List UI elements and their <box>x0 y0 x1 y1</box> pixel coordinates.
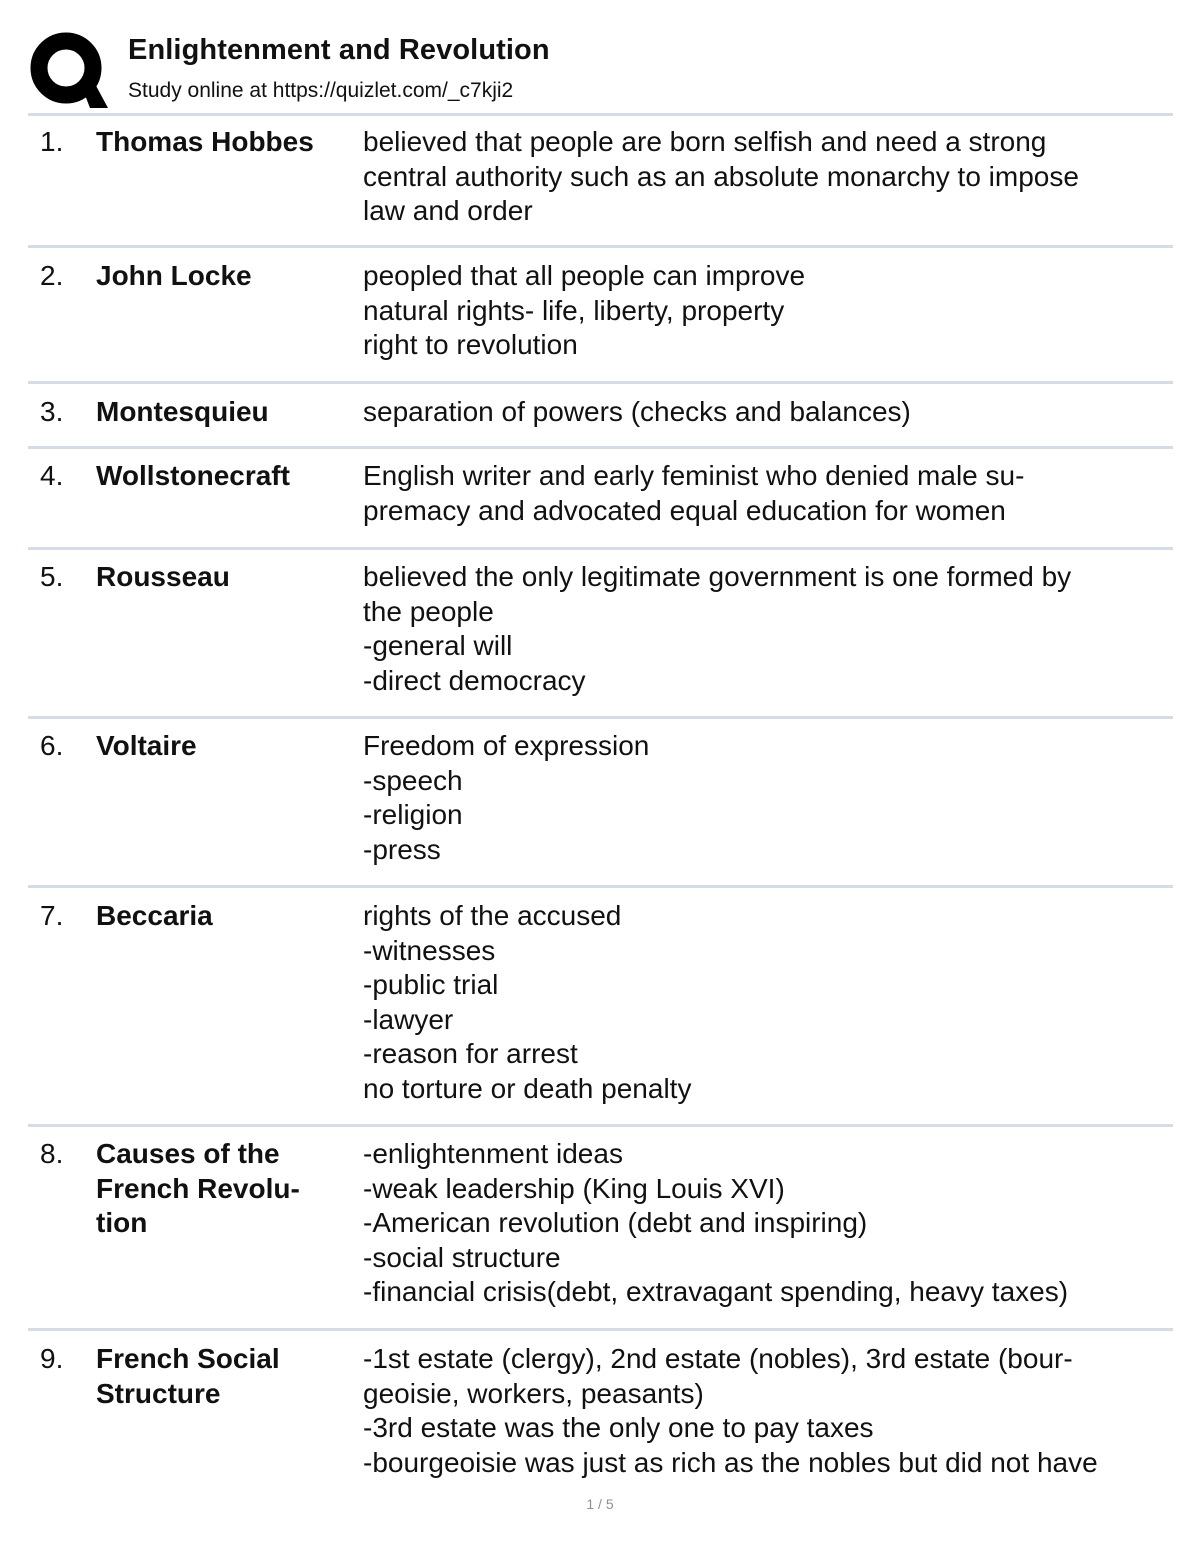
card-number: 1. <box>40 126 64 157</box>
card-number: 6. <box>40 730 64 761</box>
card-definition: Freedom of expression -speech -religion -press <box>363 730 650 865</box>
page-indicator: 1 / 5 <box>586 1496 614 1512</box>
card-number: 8. <box>40 1138 64 1169</box>
card-definition: peopled that all people can improve natural rights- life, liberty, property right to revolution <box>363 260 806 361</box>
card-definition: rights of the accused -witnesses -public trial -lawyer -reason for arrest no torture or death penalty <box>363 900 692 1104</box>
divider <box>28 245 1173 248</box>
card-definition: believed that people are born selfish and need a strong central authority such as an absolute monarchy to impose law and order <box>363 126 1079 227</box>
card-number: 9. <box>40 1343 64 1374</box>
quizlet-logo-icon <box>28 30 108 110</box>
card-number: 5. <box>40 561 64 592</box>
card-number: 7. <box>40 900 64 931</box>
card-term: Rousseau <box>96 561 230 592</box>
card-term: Thomas Hobbes <box>96 126 314 157</box>
card-number: 3. <box>40 396 64 427</box>
card-term: Beccaria <box>96 900 213 931</box>
card-term: French Social Structure <box>96 1343 280 1409</box>
document-header <box>28 28 1173 112</box>
divider <box>28 1328 1173 1331</box>
divider <box>28 547 1173 550</box>
card-definition: English writer and early feminist who denied male su- premacy and advocated equal education for women <box>363 460 1025 526</box>
card-term: Montesquieu <box>96 396 269 427</box>
divider <box>28 446 1173 449</box>
divider <box>28 1124 1173 1127</box>
card-term: Causes of the French Revolu- tion <box>96 1138 300 1239</box>
study-online-link-text: Study online at https://quizlet.com/_c7kji2 <box>128 79 514 102</box>
card-term: John Locke <box>96 260 252 291</box>
card-definition: separation of powers (checks and balances) <box>363 396 911 427</box>
card-number: 4. <box>40 460 64 491</box>
card-term: Voltaire <box>96 730 197 761</box>
divider <box>28 885 1173 888</box>
card-term: Wollstonecraft <box>96 460 290 491</box>
divider <box>28 381 1173 384</box>
divider <box>28 113 1173 116</box>
card-number: 2. <box>40 260 64 291</box>
divider <box>28 716 1173 719</box>
card-definition: believed the only legitimate government is one formed by the people -general will -direct democracy <box>363 561 1072 696</box>
document-title: Enlightenment and Revolution <box>128 34 550 66</box>
card-definition: -1st estate (clergy), 2nd estate (nobles), 3rd estate (bour- geoisie, workers, peasants) -3rd estate was the only one to pay taxes -bourgeoisie was just as rich as the nobles but did not have <box>363 1343 1098 1478</box>
card-definition: -enlightenment ideas -weak leadership (King Louis XVI) -American revolution (debt and inspiring) -social structure -financial crisis(debt, extravagant spending, heavy taxes) <box>363 1138 1069 1308</box>
